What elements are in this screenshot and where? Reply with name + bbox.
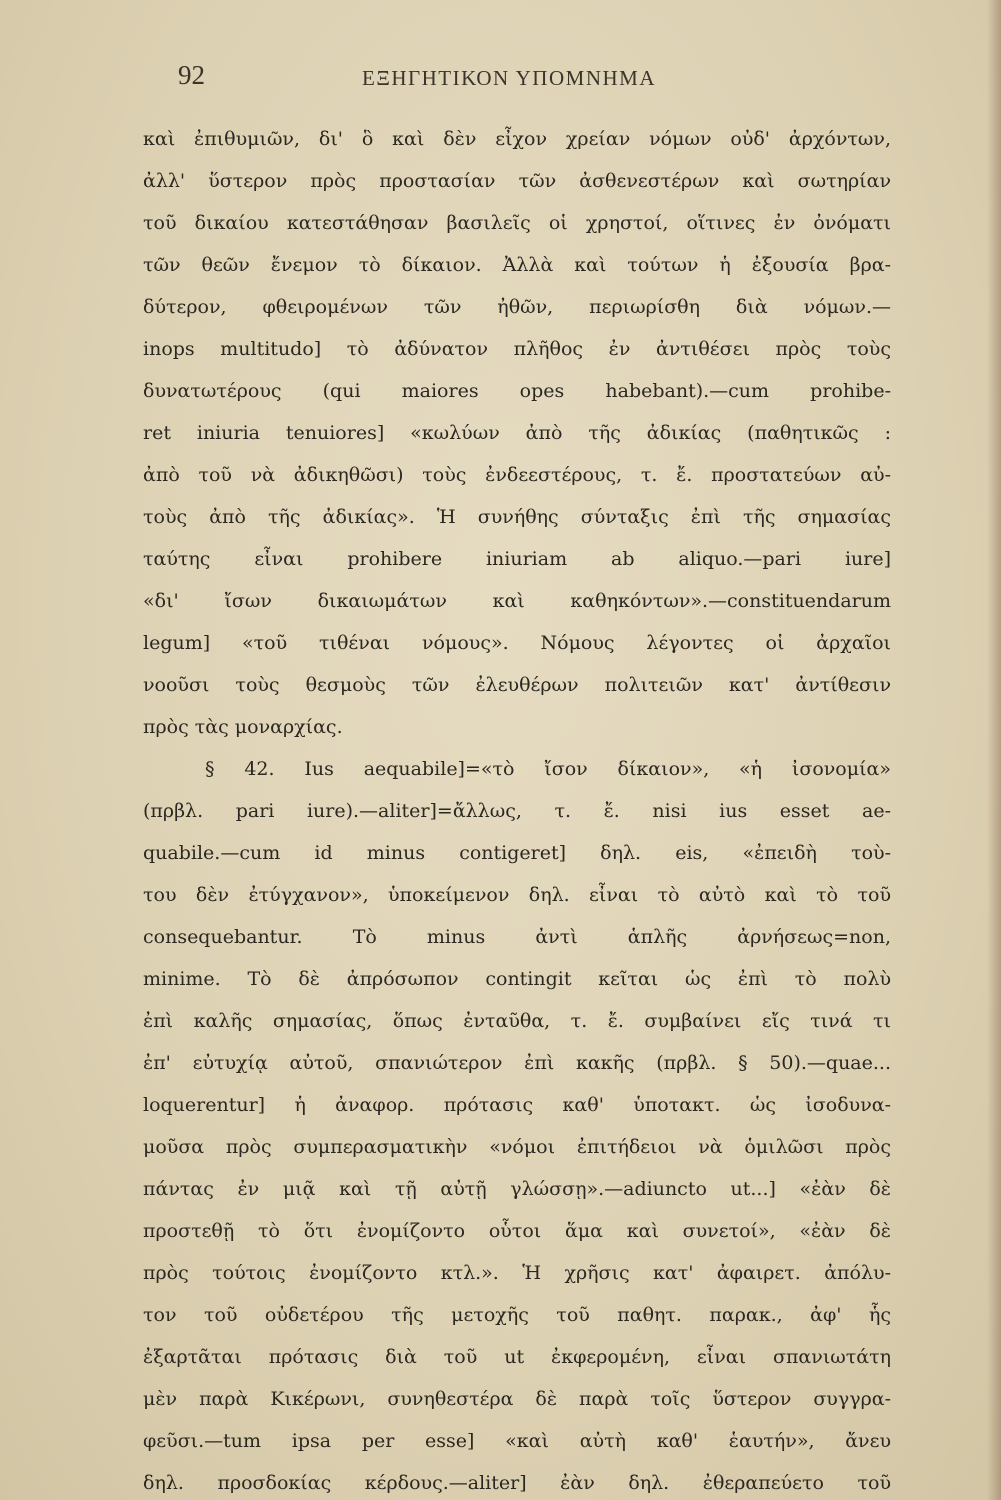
text-line: «δι' ἴσων δικαιωμάτων καὶ καθηκόντων».—constituendarum (143, 590, 891, 612)
text-line: τῶν θεῶν ἔνεμον τὸ δίκαιον. Ἀλλὰ καὶ τούτων ἡ ἐξουσία βρα- (143, 254, 891, 276)
commentary-text (143, 118, 891, 1500)
text-line: δύτερον, φθειρομένων τῶν ἠθῶν, περιωρίσθη διὰ νόμων.— (143, 296, 891, 318)
text-line: δηλ. προσδοκίας κέρδους.—aliter] ἐὰν δηλ. ἐθεραπεύετο τοῦ (143, 1472, 891, 1494)
text-line: τοὺς ἀπὸ τῆς ἀδικίας». Ἡ συνήθης σύνταξις ἐπὶ τῆς σημασίας (143, 506, 891, 528)
text-line: ret iniuria tenuiores] «κωλύων ἀπὸ τῆς ἀδικίας (παθητικῶς : (143, 422, 891, 444)
text-line: τον τοῦ οὐδετέρου τῆς μετοχῆς τοῦ παθητ. παρακ., ἀφ' ἧς (143, 1304, 891, 1326)
page-number: 92 (178, 60, 205, 90)
text-line: (πρβλ. pari iure).—aliter]=ἄλλως, τ. ἔ. nisi ius esset ae- (143, 800, 891, 822)
text-line: quabile.—cum id minus contigeret] δηλ. eis, «ἐπειδὴ τοὺ- (143, 842, 891, 864)
text-line: καὶ ἐπιθυμιῶν, δι' ὃ καὶ δὲν εἶχον χρείαν νόμων οὐδ' ἀρχόντων, (143, 128, 891, 150)
text-line: loquerentur] ἡ ἀναφορ. πρότασις καθ' ὑποτακτ. ὡς ἰσοδυνα- (143, 1094, 891, 1116)
text-line: consequebantur. Τὸ minus ἀντὶ ἁπλῆς ἀρνήσεως=non, (143, 926, 891, 948)
text-line: ἐπ' εὐτυχίᾳ αὐτοῦ, σπανιώτερον ἐπὶ κακῆς (πρβλ. § 50).—quae... (143, 1052, 891, 1074)
text-line: νοοῦσι τοὺς θεσμοὺς τῶν ἐλευθέρων πολιτειῶν κατ' ἀντίθεσιν (143, 674, 891, 696)
text-line: legum] «τοῦ τιθέναι νόμους». Νόμους λέγοντες οἱ ἀρχαῖοι (143, 632, 891, 654)
text-line: ἐπὶ καλῆς σημασίας, ὅπως ἐνταῦθα, τ. ἔ. συμβαίνει εἴς τινά τι (143, 1010, 891, 1032)
text-line: φεῦσι.—tum ipsa per esse] «καὶ αὐτὴ καθ' ἑαυτήν», ἄνευ (143, 1430, 891, 1452)
page-header (0, 58, 1001, 98)
text-line: μοῦσα πρὸς συμπερασματικὴν «νόμοι ἐπιτήδειοι νὰ ὁμιλῶσι πρὸς (143, 1136, 891, 1158)
running-title: ΕΞΗΓΗΤΙΚΟΝ ΥΠΟΜΝΗΜΑ (362, 66, 656, 90)
text-line: ἐξαρτᾶται πρότασις διὰ τοῦ ut ἐκφερομένη, εἶναι σπανιωτάτη (143, 1346, 891, 1368)
text-line: πάντας ἐν μιᾷ καὶ τῇ αὐτῇ γλώσσῃ».—adiuncto ut...] «ἐὰν δὲ (143, 1178, 891, 1200)
text-line: δυνατωτέρους (qui maiores opes habebant).—cum prohibe- (143, 380, 891, 402)
text-line: τοῦ δικαίου κατεστάθησαν βασιλεῖς οἱ χρηστοί, οἵτινες ἐν ὀνόματι (143, 212, 891, 234)
text-line: πρὸς τὰς μοναρχίας. (143, 716, 343, 738)
text-line: του δὲν ἐτύγχανον», ὑποκείμενον δηλ. εἶναι τὸ αὐτὸ καὶ τὸ τοῦ (143, 884, 891, 906)
text-line: minime. Τὸ δὲ ἀπρόσωπον contingit κεῖται ὡς ἐπὶ τὸ πολὺ (143, 968, 891, 990)
text-line: πρὸς τούτοις ἐνομίζοντο κτλ.». Ἡ χρῆσις κατ' ἀφαιρετ. ἀπόλυ- (143, 1262, 891, 1284)
text-line: μὲν παρὰ Κικέρωνι, συνηθεστέρα δὲ παρὰ τοῖς ὕστερον συγγρα- (143, 1388, 891, 1410)
text-line: προστεθῇ τὸ ὅτι ἐνομίζοντο οὗτοι ἅμα καὶ συνετοί», «ἐὰν δὲ (143, 1220, 891, 1242)
section-heading-line: § 42. Ius aequabile]=«τὸ ἴσον δίκαιον», «ἡ ἰσονομία» (205, 758, 891, 780)
text-line: ἀπὸ τοῦ νὰ ἀδικηθῶσι) τοὺς ἐνδεεστέρους, τ. ἔ. προστατεύων αὐ- (143, 464, 891, 486)
text-line: inops multitudo] τὸ ἀδύνατον πλῆθος ἐν ἀντιθέσει πρὸς τοὺς (143, 338, 891, 360)
page-edge-shadow (987, 0, 1001, 1500)
text-line: ταύτης εἶναι prohibere iniuriam ab aliquo.—pari iure] (143, 548, 891, 570)
text-line: ἀλλ' ὕστερον πρὸς προστασίαν τῶν ἀσθενεστέρων καὶ σωτηρίαν (143, 170, 891, 192)
